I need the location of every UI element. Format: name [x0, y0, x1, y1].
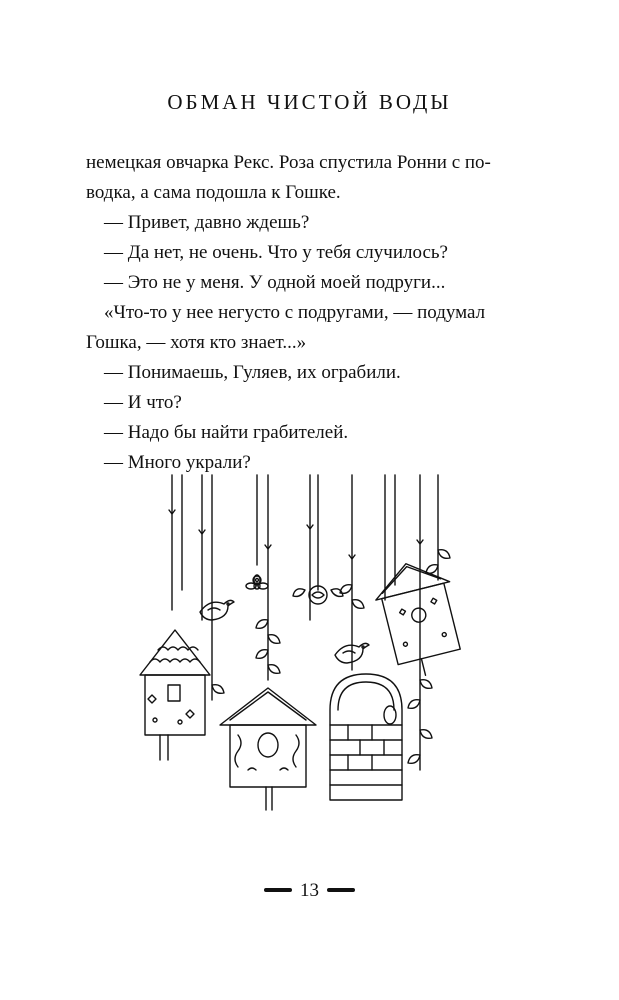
page-number: [0, 880, 619, 902]
leaf-vines: [212, 550, 450, 764]
text-line: Гошка, — хотя кто знает...»: [86, 332, 307, 353]
text-line: — Много украли?: [104, 452, 251, 473]
text-line: — Да нет, не очень. Что у тебя случилось?: [104, 242, 448, 263]
page-number-text: 13: [300, 880, 319, 901]
text-line: — Привет, давно ждешь?: [104, 212, 310, 233]
folio-dash-left: [264, 888, 292, 892]
folio-dash-right: [327, 888, 355, 892]
text-line: — И что?: [104, 392, 182, 413]
hanging-strings: [172, 475, 438, 770]
text-line: «Что-то у нее негусто с подругами, — подумал: [104, 302, 486, 323]
bird-icon: [200, 600, 234, 620]
birdhouses-illustration: [120, 470, 480, 830]
body-text: [86, 148, 546, 478]
birdhouse-left: [140, 630, 210, 760]
birdhouse-brick: [330, 674, 402, 800]
birdhouse-middle: [220, 688, 316, 810]
running-head-title: ОБМАН ЧИСТОЙ ВОДЫ: [167, 90, 452, 114]
text-line: водка, а сама подошла к Гошке.: [86, 182, 341, 203]
text-line: немецкая овчарка Рекс. Роза спустила Ронни с по-: [86, 152, 491, 173]
text-line: — Понимаешь, Гуляев, их ограбили.: [104, 362, 401, 383]
text-line: — Это не у меня. У одной моей подруги...: [104, 272, 446, 293]
text-line: — Надо бы найти грабителей.: [104, 422, 349, 443]
